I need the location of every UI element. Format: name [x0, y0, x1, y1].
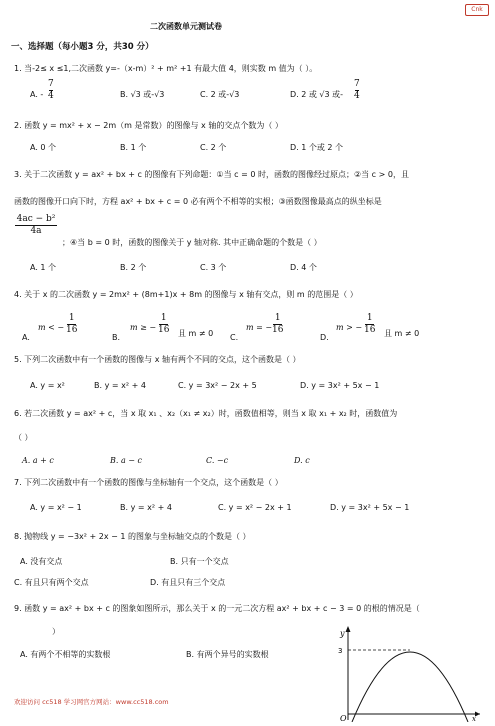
parabola-curve: [352, 652, 468, 722]
site-logo: Cnk: [465, 4, 489, 16]
q2-option-d: D. 1 个或 2 个: [290, 143, 344, 152]
q1-option-c: C. 2 或-√3: [200, 90, 240, 99]
y-axis-arrow: [346, 626, 351, 632]
q4-option-c-label: C.: [230, 333, 239, 342]
q2-option-b: B. 1 个: [120, 143, 147, 152]
q9-option-a: A. 有两个不相等的实数根: [20, 650, 111, 659]
q6-line1: 6. 若二次函数 y = ax² + c，当 x 取 x₁ 、x₂（x₁ ≠ x₂）时，函数值相等，则当 x 取 x₁ + x₂ 时，函数值为: [14, 409, 398, 418]
q2-stem: 2. 函数 y = mx² + x − 2m（m 是常数）的图像与 x 轴的交点个数为（ ）: [14, 121, 283, 130]
q4-option-a-expr: m < −: [38, 323, 65, 332]
q3-line3: ；④当 b = 0 时，函数的图像关于 y 轴对称. 其中正确命题的个数是（ ）: [62, 238, 322, 247]
parabola-graph: [334, 622, 484, 722]
q4-option-b-tail: 且 m ≠ 0: [178, 329, 214, 338]
q6-option-a: A. a + c: [22, 456, 54, 465]
q7-option-b: B. y = x² + 4: [120, 503, 172, 512]
q8-stem: 8. 抛物线 y = −3x² + 2x − 1 的图象与坐标轴交点的个数是（ ）: [14, 532, 251, 541]
q4-d-fraction: 1 16: [364, 313, 376, 335]
q4-option-c-expr: m = −: [246, 323, 273, 332]
q8-option-a: A. 没有交点: [20, 557, 63, 566]
q3-option-a: A. 1 个: [30, 263, 57, 272]
q4-option-b-expr: m ≥ −: [130, 323, 157, 332]
q4-a-fraction: 1 16: [66, 313, 78, 335]
q4-stem: 4. 关于 x 的二次函数 y = 2mx² + (8m+1)x + 8m 的图像与 x 轴有交点，则 m 的范围是（ ）: [14, 290, 358, 299]
q9-line2: ）: [52, 627, 60, 636]
q7-option-c: C. y = x² − 2x + 1: [218, 503, 292, 512]
q7-stem: 7. 下列二次函数中有一个函数的图像与坐标轴有一个交点，这个函数是（ ）: [14, 478, 283, 487]
q4-c-fraction: 1 16: [272, 313, 284, 335]
q1-d-fraction: 7 4: [354, 79, 360, 101]
q4-option-a-label: A.: [22, 333, 30, 342]
doc-title: 二次函数单元测试卷: [150, 22, 222, 31]
q6-line2: （ ）: [14, 433, 33, 442]
q5-stem: 5. 下列二次函数中有一个函数的图像与 x 轴有两个不同的交点，这个函数是（ ）: [14, 355, 301, 364]
tick-label-3: 3: [338, 647, 343, 655]
q5-option-d: D. y = 3x² + 5x − 1: [300, 381, 380, 390]
section-heading: 一、选择题（每小题3 分，共30 分）: [11, 42, 154, 52]
q8-option-d: D. 有且只有三个交点: [150, 578, 226, 587]
q4-option-d-label: D.: [320, 333, 329, 342]
q5-option-c: C. y = 3x² − 2x + 5: [178, 381, 257, 390]
q3-line1: 3. 关于二次函数 y = ax² + bx + c 的图像有下列命题：①当 c = 0 时，函数的图像经过原点；②当 c > 0，且: [14, 170, 409, 179]
y-axis-label: y: [340, 629, 345, 638]
origin-label: O: [340, 714, 347, 722]
q1-option-d: D. 2 或 √3 或-: [290, 90, 344, 99]
q4-option-d-tail: 且 m ≠ 0: [384, 329, 420, 338]
q3-option-b: B. 2 个: [120, 263, 147, 272]
footer-link[interactable]: 欢迎访问 cc518 学习网官方网站：www.cc518.com: [14, 698, 169, 706]
q7-option-a: A. y = x² − 1: [30, 503, 82, 512]
x-axis-label: x: [472, 715, 476, 722]
q7-option-d: D. y = 3x² + 5x − 1: [330, 503, 410, 512]
q1-stem: 1. 当-2≤ x ≤1,二次函数 y=-（x-m）² + m² +1 有最大值 4，则实数 m 值为（ ）。: [14, 64, 318, 73]
q2-option-c: C. 2 个: [200, 143, 227, 152]
q4-b-fraction: 1 16: [158, 313, 170, 335]
q8-option-c: C. 有且只有两个交点: [14, 578, 89, 587]
q4-option-b-label: B.: [112, 333, 121, 342]
q3-line2: 函数的图像开口向下时，方程 ax² + bx + c = 0 必有两个不相等的实根；③函数图像最高点的纵坐标是: [14, 197, 382, 206]
q5-option-a: A. y = x²: [30, 381, 65, 390]
q8-option-b: B. 只有一个交点: [170, 557, 229, 566]
q1-option-a: A. -: [30, 90, 44, 99]
q6-option-d: D. c: [294, 456, 310, 465]
q2-option-a: A. 0 个: [30, 143, 57, 152]
q4-option-d-expr: m > −: [336, 323, 363, 332]
q9-line1: 9. 函数 y = ax² + bx + c 的图象如图所示，那么关于 x 的一元二次方程 ax² + bx + c − 3 = 0 的根的情况是（: [14, 604, 420, 613]
q1-a-fraction: 7 4: [48, 79, 54, 101]
q3-fraction: 4ac − b² 4a: [16, 214, 56, 236]
q5-option-b: B. y = x² + 4: [94, 381, 146, 390]
q3-option-c: C. 3 个: [200, 263, 227, 272]
q6-option-c: C. −c: [206, 456, 229, 465]
q1-option-b: B. √3 或-√3: [120, 90, 165, 99]
q9-option-b: B. 有两个异号的实数根: [186, 650, 269, 659]
q3-option-d: D. 4 个: [290, 263, 317, 272]
q6-option-b: B. a − c: [110, 456, 143, 465]
